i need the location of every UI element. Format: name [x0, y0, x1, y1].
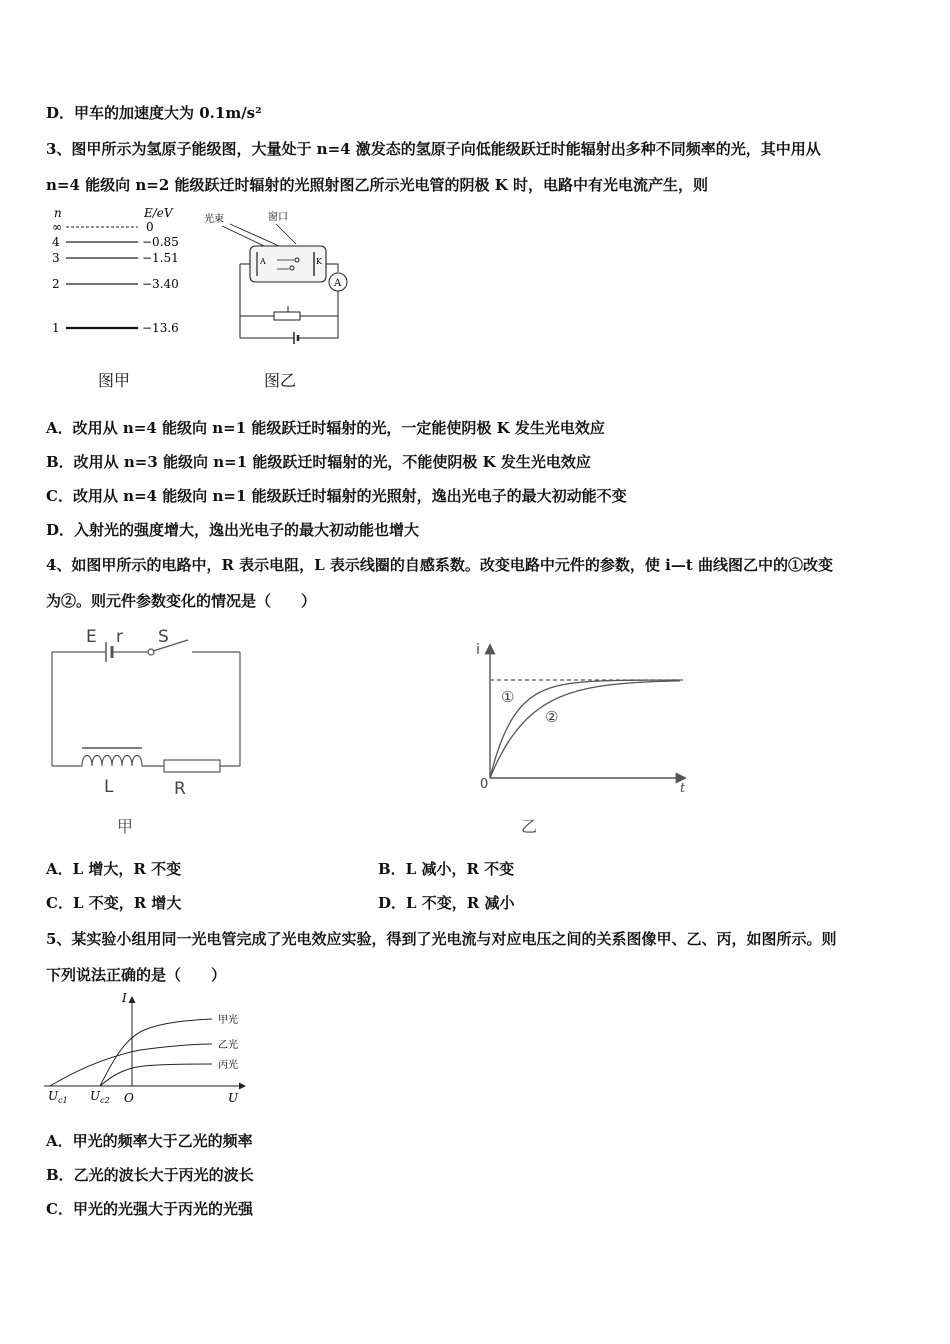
- q3-option-c: C．改用从 n=4 能级向 n=1 能级跃迁时辐射的光照射，逸出光电子的最大初动能不变: [46, 487, 627, 505]
- level-n-4: 4: [52, 235, 60, 249]
- level-n-3: 3: [52, 251, 60, 265]
- inductor-coil-icon: [82, 756, 142, 767]
- y-axis-label: i: [476, 642, 480, 658]
- i-t-graph: [470, 632, 700, 802]
- q5-stem-line2: 下列说法正确的是（ ）: [46, 966, 227, 984]
- level-e-inf: 0: [146, 220, 154, 234]
- label-emf: E: [86, 627, 97, 647]
- phototube-circuit: [202, 208, 352, 348]
- label-window: 窗口: [268, 212, 288, 223]
- label-light-beam: 光束: [204, 214, 224, 225]
- level-n-1: 1: [52, 321, 60, 335]
- wire-cathode: [326, 264, 338, 272]
- q3-option-a: A．改用从 n=4 能级向 n=1 能级跃迁时辐射的光，一定能使阴极 K 发生光电效应: [46, 419, 605, 437]
- energy-level-diagram: [46, 204, 196, 349]
- label-anode: A: [260, 257, 266, 266]
- window-pointer: [276, 224, 296, 244]
- curve-2: [490, 681, 680, 778]
- q5-option-b: B．乙光的波长大于丙光的波长: [46, 1166, 254, 1184]
- level-e-3: −1.51: [142, 251, 179, 265]
- caption-graph-yi: 乙: [521, 817, 538, 836]
- switch-pivot: [148, 649, 154, 655]
- curve-2-label: ②: [545, 708, 559, 726]
- q3-stem-line1: 3、图甲所示为氢原子能级图，大量处于 n=4 激发态的氢原子向低能级跃迁时能辐射出多种不同频率的光，其中用从: [46, 140, 821, 158]
- level-e-2: −3.40: [142, 277, 179, 291]
- series-label-jia: 甲光: [218, 1015, 238, 1026]
- q5-option-c: C．甲光的光强大于丙光的光强: [46, 1200, 253, 1218]
- q2-option-d: D．甲车的加速度大为 0.1m/s²: [46, 104, 262, 122]
- label-ammeter: A: [334, 278, 342, 289]
- caption-fig-yi: 图乙: [264, 371, 297, 390]
- resistor-icon: [164, 760, 220, 772]
- e-header: E/eV: [144, 206, 173, 220]
- rheostat-icon: [274, 312, 300, 320]
- q5-option-a: A．甲光的频率大于乙光的频率: [46, 1132, 253, 1150]
- n-header: n: [54, 206, 62, 220]
- caption-circuit-jia: 甲: [117, 817, 134, 836]
- q5-stem-line1: 5、某实验小组用同一光电管完成了光电效应实验，得到了光电流与对应电压之间的关系图像甲、乙、丙，如图所示。则: [46, 930, 837, 948]
- curve-bing: [100, 1064, 212, 1086]
- curve-1-label: ①: [501, 688, 515, 706]
- q4-option-c: C．L 不变，R 增大: [46, 894, 182, 912]
- wire-right: [298, 291, 338, 338]
- q4-option-a: A．L 增大，R 不变: [46, 860, 182, 878]
- series-label-bing: 丙光: [218, 1060, 238, 1071]
- q4-option-b: B．L 减小，R 不变: [378, 860, 515, 878]
- x-axis-label: U: [228, 1091, 239, 1105]
- label-cathode: K: [316, 257, 322, 266]
- q3-stem-line2: n=4 能级向 n=2 能级跃迁时辐射的光照射图乙所示光电管的阴极 K 时，电路中有光电流产生，则: [46, 176, 708, 194]
- label-internal-r: r: [116, 627, 123, 647]
- q4-stem-line1: 4、如图甲所示的电路中，R 表示电阻，L 表示线圈的自感系数。改变电路中元件的参数，使 i—t 曲线图乙中的①改变: [46, 556, 833, 574]
- curve-jia: [100, 1019, 212, 1086]
- x-axis-label: t: [680, 781, 686, 796]
- q3-option-d: D．入射光的强度增大，逸出光电子的最大初动能也增大: [46, 521, 420, 539]
- origin-label: 0: [480, 777, 489, 792]
- q3-option-b: B．改用从 n=3 能级向 n=1 能级跃迁时辐射的光，不能使阴极 K 发生光电效应: [46, 453, 591, 471]
- uc2-label: $U_{c2}$: [90, 1089, 110, 1105]
- label-inductor: L: [104, 777, 114, 797]
- rl-circuit: [46, 622, 246, 802]
- i-u-graph: [40, 988, 270, 1113]
- label-resistor: R: [174, 779, 186, 799]
- level-n-2: 2: [52, 277, 60, 291]
- level-e-4: −0.85: [142, 235, 179, 249]
- q4-option-d: D．L 不变，R 减小: [378, 894, 515, 912]
- caption-fig-jia: 图甲: [98, 371, 131, 390]
- y-axis-label: I: [122, 991, 127, 1005]
- series-label-yi: 乙光: [218, 1040, 238, 1051]
- level-n-inf: ∞: [52, 220, 62, 234]
- uc1-label: $U_{c1}$: [48, 1089, 68, 1105]
- curve-yi: [50, 1044, 212, 1086]
- label-switch: S: [158, 627, 169, 647]
- origin-label: O: [124, 1091, 134, 1105]
- level-e-1: −13.6: [142, 321, 179, 335]
- q4-stem-line2: 为②。则元件参数变化的情况是（ ）: [46, 592, 317, 610]
